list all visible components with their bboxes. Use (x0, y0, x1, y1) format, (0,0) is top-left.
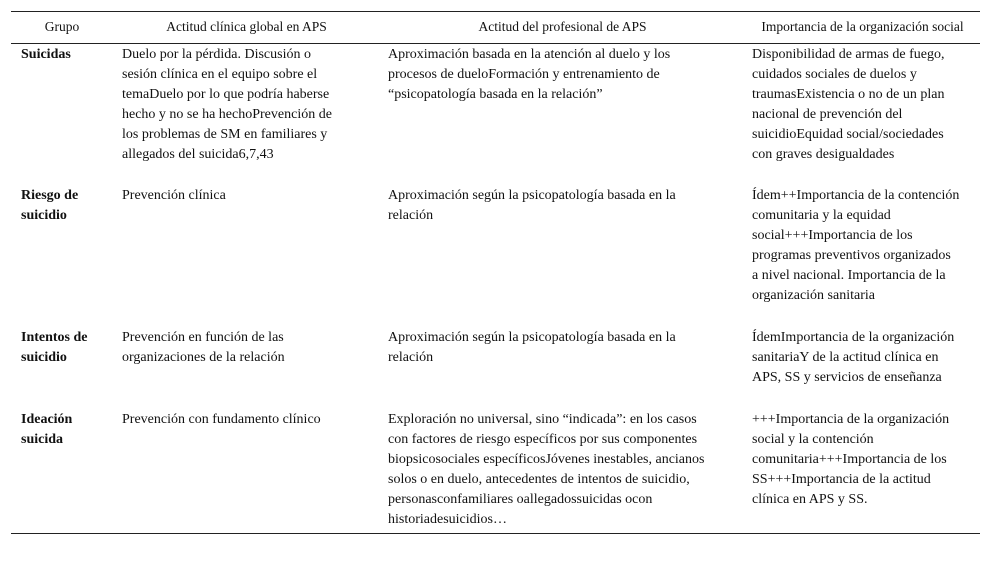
cell-grupo: Suicidas (21, 47, 71, 62)
cell-organizacion-social: +++Importancia de la organización social y la contención comunitaria+++Importancia de los SS+++Importancia de la actitud clínica en APS y SS. (752, 411, 950, 507)
cell-organizacion-social: ÍdemImportancia de la organización sanitariaY de la actitud clínica en APS, SS y servicios de enseñanza (752, 329, 955, 385)
cell-actitud-profesional: Exploración no universal, sino “indicada”: en los casos con factores de riesgo específicos por sus componentes biopsicosociales específicosJóvenes inestables, ancianos solos o en duelo, antecedentes de intentos de suicidio, personasconfamiliares oallegadossuicidas ocon historiadesuicidios… (388, 411, 705, 527)
table-row (11, 185, 980, 327)
header-organizacion-social: Importancia de la organización social (761, 19, 964, 34)
cell-grupo: Riesgo de suicidio (21, 187, 79, 223)
cell-actitud-clinica: Duelo por la pérdida. Discusión o sesión clínica en el equipo sobre el temaDuelo por lo que podría haberse hecho y no se ha hechoPrevención de los problemas de SM en familiares y allegados del suicida6,7,43 (122, 47, 332, 162)
cell-grupo: Ideación suicida (21, 411, 73, 447)
cell-actitud-clinica: Prevención con fundamento clínico (122, 411, 321, 427)
header-grupo: Grupo (44, 19, 80, 34)
cell-actitud-profesional: Aproximación según la psicopatología basada en la relación (388, 329, 676, 365)
cell-actitud-profesional: Aproximación basada en la atención al duelo y los procesos de dueloFormación y entrenamiento de “psicopatología basada en la relación” (388, 47, 671, 102)
cell-actitud-profesional: Aproximación según la psicopatología basada en la relación (388, 187, 676, 223)
table-row (11, 327, 980, 409)
table-row (11, 409, 980, 534)
cell-grupo: Intentos de suicidio (21, 329, 88, 365)
suicide-prevention-table (11, 11, 980, 534)
table-row (11, 44, 980, 185)
cell-organizacion-social: Ídem++Importancia de la contención comunitaria y la equidad social+++Importancia de los programas preventivos organizados a nivel nacional. Importancia de la organización sanitaria (752, 187, 960, 303)
cell-organizacion-social: Disponibilidad de armas de fuego, cuidados sociales de duelos y traumasExistencia o no de un plan nacional de prevención del suicidioEquidad social/sociedades con graves desigualdades (752, 47, 945, 162)
cell-actitud-clinica: Prevención clínica (122, 187, 226, 203)
cell-actitud-clinica: Prevención en función de las organizaciones de la relación (122, 329, 285, 365)
header-actitud-profesional: Actitud del profesional de APS (478, 19, 647, 34)
header-actitud-clinica: Actitud clínica global en APS (166, 19, 327, 34)
header-row (11, 12, 980, 44)
